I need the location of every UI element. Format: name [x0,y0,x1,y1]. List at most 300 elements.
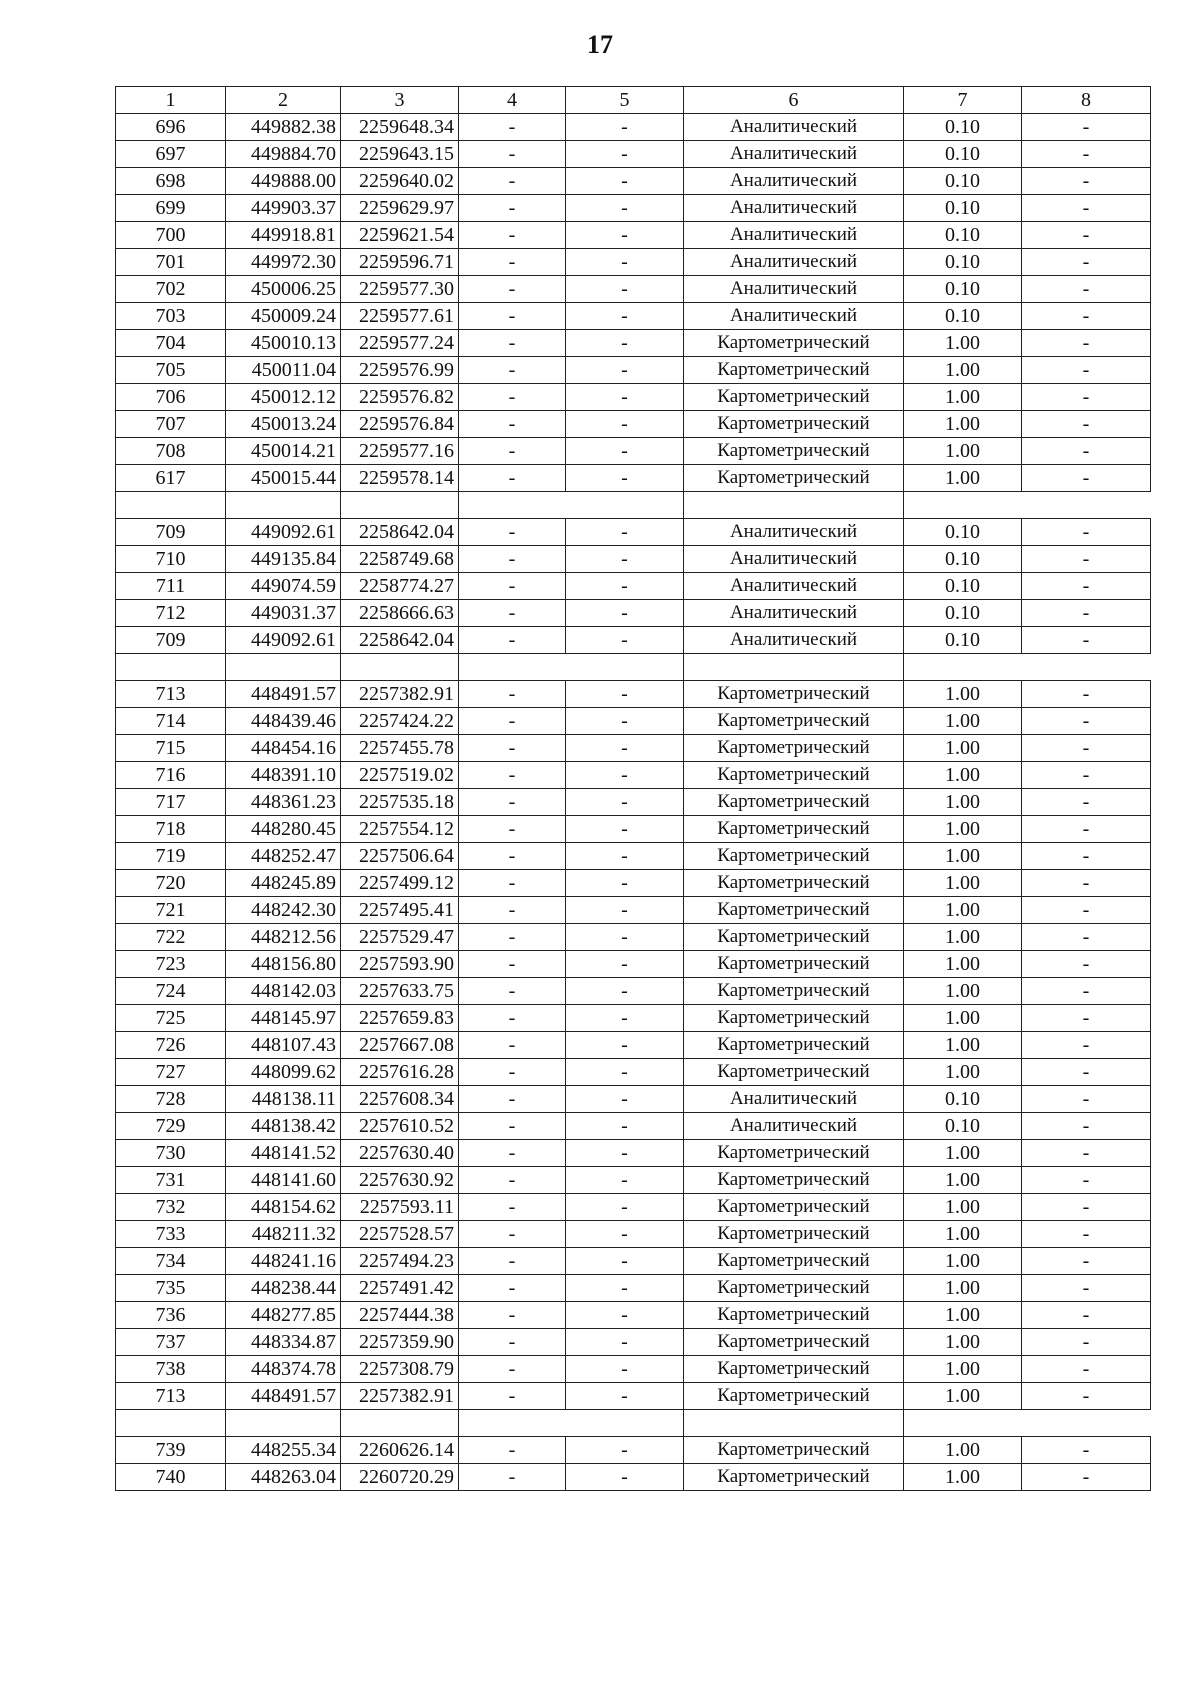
coord-y: 2257494.23 [341,1248,459,1275]
col-5: - [566,951,684,978]
accuracy: 0.10 [904,276,1022,303]
separator-cell [684,1410,904,1437]
col-4: - [459,357,566,384]
table-row [116,1005,1151,1032]
method: Картометрический [684,762,904,789]
table-row [116,1248,1151,1275]
point-number: 726 [116,1032,226,1059]
accuracy: 1.00 [904,708,1022,735]
col-4: - [459,1383,566,1410]
col-4: - [459,1032,566,1059]
col-8: - [1022,843,1151,870]
point-number: 724 [116,978,226,1005]
table-row [116,600,1151,627]
table-row [116,1437,1151,1464]
table-row [116,843,1151,870]
accuracy: 0.10 [904,249,1022,276]
accuracy: 0.10 [904,114,1022,141]
accuracy: 1.00 [904,816,1022,843]
accuracy: 1.00 [904,1167,1022,1194]
col-8: - [1022,708,1151,735]
method: Картометрический [684,1329,904,1356]
col-4: - [459,1275,566,1302]
point-number: 740 [116,1464,226,1491]
coord-x: 448374.78 [226,1356,341,1383]
coord-y: 2258666.63 [341,600,459,627]
coord-x: 449918.81 [226,222,341,249]
col-4: - [459,114,566,141]
coord-y: 2258774.27 [341,573,459,600]
table-header-row [116,87,1151,114]
col-5: - [566,816,684,843]
method: Аналитический [684,303,904,330]
col-8: - [1022,924,1151,951]
coord-x: 448245.89 [226,870,341,897]
coord-x: 448242.30 [226,897,341,924]
col-4: - [459,762,566,789]
table-row [116,168,1151,195]
method: Аналитический [684,276,904,303]
coord-x: 448099.62 [226,1059,341,1086]
table-row [116,357,1151,384]
col-8: - [1022,573,1151,600]
col-5: - [566,411,684,438]
accuracy: 1.00 [904,1032,1022,1059]
point-number: 705 [116,357,226,384]
col-5: - [566,114,684,141]
coord-x: 448211.32 [226,1221,341,1248]
accuracy: 1.00 [904,735,1022,762]
method: Аналитический [684,627,904,654]
coord-y: 2257308.79 [341,1356,459,1383]
table-row [116,1302,1151,1329]
coord-x: 450011.04 [226,357,341,384]
coord-y: 2259577.16 [341,438,459,465]
coord-y: 2259621.54 [341,222,459,249]
accuracy: 0.10 [904,546,1022,573]
col-8: - [1022,1302,1151,1329]
coord-y: 2258642.04 [341,627,459,654]
method: Аналитический [684,249,904,276]
table-row [116,411,1151,438]
separator-cell [459,492,566,519]
col-4: - [459,384,566,411]
table-row [116,1086,1151,1113]
separator-cell [1022,1410,1151,1437]
method: Картометрический [684,1005,904,1032]
coord-y: 2259576.99 [341,357,459,384]
col-8: - [1022,681,1151,708]
accuracy: 1.00 [904,762,1022,789]
table-row [116,573,1151,600]
col-4: - [459,1140,566,1167]
col-5: - [566,1059,684,1086]
accuracy: 1.00 [904,411,1022,438]
col-4: - [459,1005,566,1032]
col-8: - [1022,276,1151,303]
col-header-1: 1 [116,87,226,114]
coord-x: 448454.16 [226,735,341,762]
point-number: 730 [116,1140,226,1167]
col-8: - [1022,519,1151,546]
coord-y: 2257554.12 [341,816,459,843]
point-number: 734 [116,1248,226,1275]
coord-x: 450013.24 [226,411,341,438]
coord-y: 2259577.61 [341,303,459,330]
col-header-6: 6 [684,87,904,114]
col-5: - [566,1464,684,1491]
col-8: - [1022,1086,1151,1113]
col-5: - [566,978,684,1005]
table-row [116,1059,1151,1086]
accuracy: 0.10 [904,519,1022,546]
table-row [116,384,1151,411]
accuracy: 0.10 [904,573,1022,600]
accuracy: 1.00 [904,1356,1022,1383]
point-number: 707 [116,411,226,438]
table-row [116,465,1151,492]
coord-x: 448107.43 [226,1032,341,1059]
col-8: - [1022,465,1151,492]
coord-y: 2257593.11 [341,1194,459,1221]
method: Картометрический [684,789,904,816]
method: Картометрический [684,1032,904,1059]
table-row [116,1167,1151,1194]
method: Картометрический [684,924,904,951]
col-4: - [459,897,566,924]
method: Картометрический [684,438,904,465]
col-4: - [459,1167,566,1194]
coord-x: 448334.87 [226,1329,341,1356]
col-5: - [566,141,684,168]
coord-x: 449903.37 [226,195,341,222]
point-number: 739 [116,1437,226,1464]
coord-y: 2257382.91 [341,1383,459,1410]
point-number: 713 [116,1383,226,1410]
accuracy: 0.10 [904,1113,1022,1140]
col-4: - [459,600,566,627]
coord-y: 2259629.97 [341,195,459,222]
coord-x: 448145.97 [226,1005,341,1032]
point-number: 709 [116,627,226,654]
coord-x: 448263.04 [226,1464,341,1491]
col-8: - [1022,627,1151,654]
col-4: - [459,1464,566,1491]
coord-x: 448280.45 [226,816,341,843]
col-8: - [1022,951,1151,978]
coord-x: 450010.13 [226,330,341,357]
method: Картометрический [684,951,904,978]
point-number: 721 [116,897,226,924]
method: Картометрический [684,1437,904,1464]
method: Картометрический [684,1356,904,1383]
accuracy: 1.00 [904,1194,1022,1221]
col-5: - [566,384,684,411]
col-8: - [1022,1356,1151,1383]
col-4: - [459,924,566,951]
coord-x: 450015.44 [226,465,341,492]
point-number: 732 [116,1194,226,1221]
point-number: 708 [116,438,226,465]
table-row [116,1356,1151,1383]
col-5: - [566,330,684,357]
col-4: - [459,816,566,843]
col-8: - [1022,1275,1151,1302]
coord-y: 2257455.78 [341,735,459,762]
point-number: 617 [116,465,226,492]
col-4: - [459,789,566,816]
coord-y: 2257593.90 [341,951,459,978]
coord-x: 448141.52 [226,1140,341,1167]
method: Аналитический [684,114,904,141]
table-row [116,276,1151,303]
accuracy: 1.00 [904,1302,1022,1329]
separator-cell [341,1410,459,1437]
col-4: - [459,195,566,222]
col-4: - [459,465,566,492]
point-number: 735 [116,1275,226,1302]
col-5: - [566,1032,684,1059]
col-5: - [566,762,684,789]
accuracy: 1.00 [904,681,1022,708]
separator-cell [904,1410,1022,1437]
accuracy: 1.00 [904,1383,1022,1410]
accuracy: 0.10 [904,303,1022,330]
accuracy: 1.00 [904,843,1022,870]
table-body [116,114,1151,1491]
coord-x: 448439.46 [226,708,341,735]
coord-x: 448138.42 [226,1113,341,1140]
col-4: - [459,573,566,600]
point-number: 738 [116,1356,226,1383]
table-row [116,1221,1151,1248]
coord-x: 450014.21 [226,438,341,465]
accuracy: 1.00 [904,978,1022,1005]
accuracy: 0.10 [904,222,1022,249]
point-number: 702 [116,276,226,303]
method: Аналитический [684,1113,904,1140]
col-5: - [566,708,684,735]
col-8: - [1022,897,1151,924]
method: Аналитический [684,141,904,168]
separator-cell [904,492,1022,519]
table-row [116,897,1151,924]
point-number: 736 [116,1302,226,1329]
col-8: - [1022,1194,1151,1221]
col-4: - [459,141,566,168]
coord-y: 2257610.52 [341,1113,459,1140]
table-row [116,114,1151,141]
point-number: 698 [116,168,226,195]
coord-y: 2258642.04 [341,519,459,546]
page-number: 17 [587,30,613,59]
table-row [116,438,1151,465]
accuracy: 1.00 [904,1005,1022,1032]
point-number: 711 [116,573,226,600]
separator-cell [684,492,904,519]
point-number: 699 [116,195,226,222]
separator-cell [684,654,904,681]
col-5: - [566,1140,684,1167]
point-number: 697 [116,141,226,168]
col-8: - [1022,1437,1151,1464]
coord-x: 450012.12 [226,384,341,411]
col-8: - [1022,114,1151,141]
col-4: - [459,681,566,708]
method: Картометрический [684,708,904,735]
point-number: 725 [116,1005,226,1032]
method: Аналитический [684,168,904,195]
coord-y: 2257616.28 [341,1059,459,1086]
table-row [116,762,1151,789]
accuracy: 1.00 [904,438,1022,465]
coord-x: 448238.44 [226,1275,341,1302]
accuracy: 1.00 [904,330,1022,357]
separator-cell [226,492,341,519]
coord-y: 2257382.91 [341,681,459,708]
col-5: - [566,546,684,573]
point-number: 718 [116,816,226,843]
accuracy: 1.00 [904,1140,1022,1167]
coord-y: 2257630.92 [341,1167,459,1194]
accuracy: 1.00 [904,924,1022,951]
coord-y: 2259577.24 [341,330,459,357]
table-row [116,627,1151,654]
point-number: 700 [116,222,226,249]
table-row [116,924,1151,951]
col-4: - [459,627,566,654]
table-row [116,816,1151,843]
method: Аналитический [684,1086,904,1113]
col-4: - [459,438,566,465]
table-row [116,195,1151,222]
col-8: - [1022,1113,1151,1140]
accuracy: 0.10 [904,195,1022,222]
point-number: 701 [116,249,226,276]
accuracy: 0.10 [904,168,1022,195]
col-8: - [1022,1005,1151,1032]
separator-cell [459,1410,566,1437]
col-4: - [459,168,566,195]
coord-y: 2257535.18 [341,789,459,816]
table-row [116,1464,1151,1491]
table-row [116,222,1151,249]
col-4: - [459,1437,566,1464]
col-8: - [1022,816,1151,843]
method: Аналитический [684,573,904,600]
col-8: - [1022,762,1151,789]
col-4: - [459,1221,566,1248]
accuracy: 1.00 [904,897,1022,924]
separator-cell [116,654,226,681]
col-5: - [566,168,684,195]
table-row [116,141,1151,168]
col-5: - [566,1248,684,1275]
coord-y: 2259577.30 [341,276,459,303]
point-number: 704 [116,330,226,357]
coord-y: 2257424.22 [341,708,459,735]
point-number: 737 [116,1329,226,1356]
col-8: - [1022,303,1151,330]
separator-cell [1022,492,1151,519]
col-8: - [1022,357,1151,384]
method: Картометрический [684,1221,904,1248]
separator-cell [226,654,341,681]
col-5: - [566,249,684,276]
col-8: - [1022,1329,1151,1356]
coord-x: 450006.25 [226,276,341,303]
col-5: - [566,1086,684,1113]
accuracy: 1.00 [904,1275,1022,1302]
coord-y: 2259648.34 [341,114,459,141]
coord-x: 450009.24 [226,303,341,330]
method: Картометрический [684,870,904,897]
method: Картометрический [684,978,904,1005]
coord-y: 2257519.02 [341,762,459,789]
accuracy: 1.00 [904,465,1022,492]
coord-x: 449882.38 [226,114,341,141]
separator-cell [566,654,684,681]
col-5: - [566,1356,684,1383]
coord-y: 2257608.34 [341,1086,459,1113]
coord-y: 2257499.12 [341,870,459,897]
accuracy: 1.00 [904,1059,1022,1086]
coord-y: 2257359.90 [341,1329,459,1356]
col-5: - [566,1221,684,1248]
coord-x: 448491.57 [226,1383,341,1410]
point-number: 733 [116,1221,226,1248]
col-8: - [1022,249,1151,276]
coord-x: 448361.23 [226,789,341,816]
point-number: 713 [116,681,226,708]
col-5: - [566,600,684,627]
col-4: - [459,411,566,438]
coord-x: 448141.60 [226,1167,341,1194]
col-4: - [459,1113,566,1140]
col-4: - [459,708,566,735]
point-number: 723 [116,951,226,978]
coord-y: 2259576.82 [341,384,459,411]
method: Картометрический [684,1302,904,1329]
separator-cell [116,1410,226,1437]
col-5: - [566,195,684,222]
method: Картометрический [684,735,904,762]
coord-x: 448391.10 [226,762,341,789]
col-8: - [1022,195,1151,222]
table-row [116,1113,1151,1140]
col-5: - [566,843,684,870]
accuracy: 1.00 [904,789,1022,816]
coord-y: 2259578.14 [341,465,459,492]
method: Картометрический [684,411,904,438]
col-5: - [566,870,684,897]
method: Картометрический [684,1275,904,1302]
accuracy: 0.10 [904,1086,1022,1113]
col-8: - [1022,168,1151,195]
table-row [116,951,1151,978]
table-row [116,546,1151,573]
coord-y: 2258749.68 [341,546,459,573]
col-5: - [566,303,684,330]
separator-cell [116,492,226,519]
coord-x: 449972.30 [226,249,341,276]
col-5: - [566,897,684,924]
col-header-2: 2 [226,87,341,114]
accuracy: 1.00 [904,1437,1022,1464]
col-8: - [1022,870,1151,897]
coord-y: 2257506.64 [341,843,459,870]
coord-x: 449092.61 [226,627,341,654]
